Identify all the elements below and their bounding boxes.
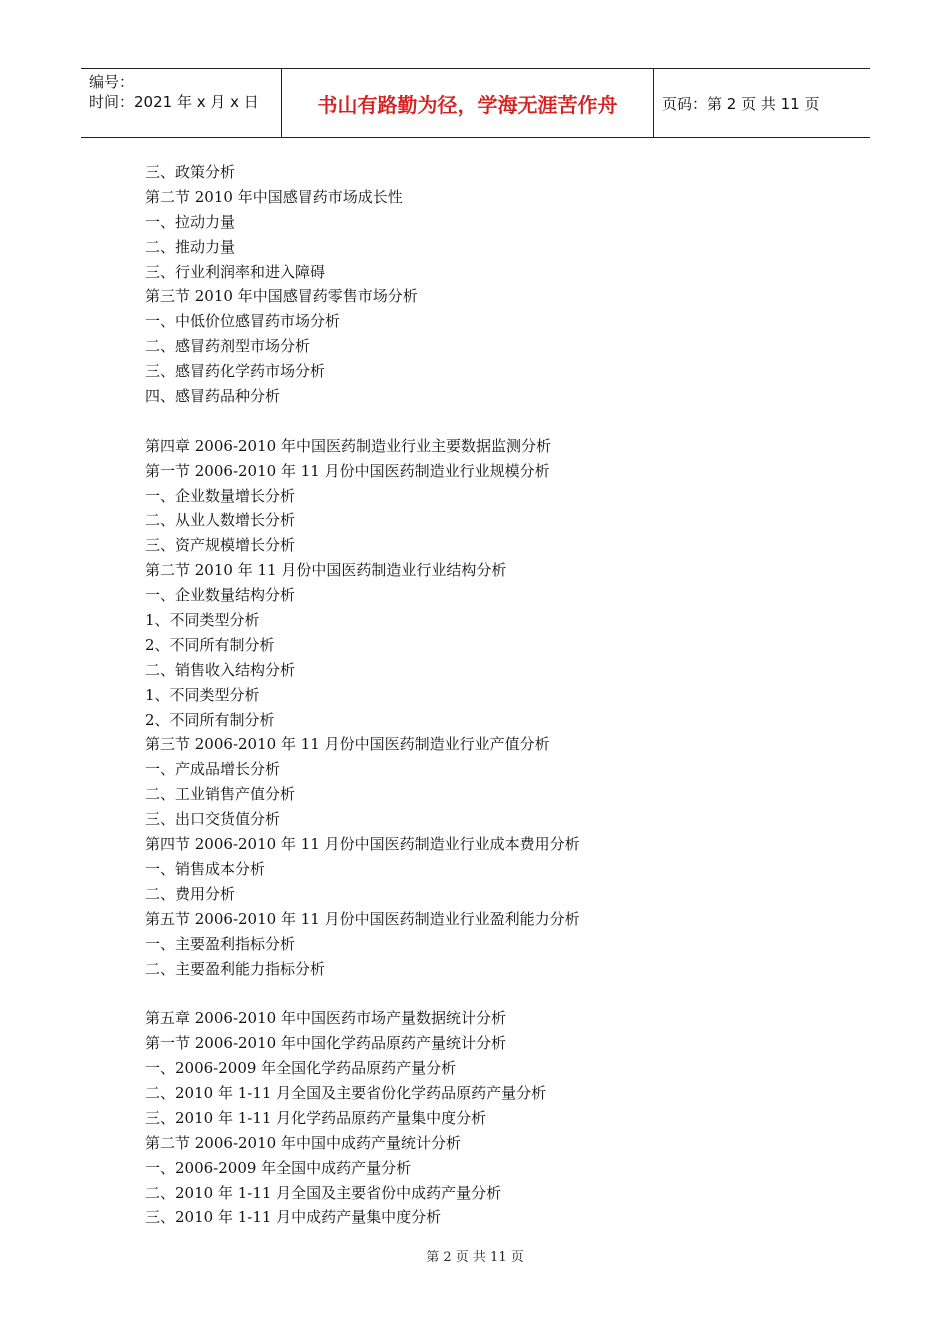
toc-line: 第二节 2010 年 11 月份中国医药制造业行业结构分析 bbox=[145, 561, 507, 580]
table-of-contents bbox=[145, 160, 845, 1230]
toc-line: 四、感冒药品种分析 bbox=[145, 387, 281, 406]
toc-line: 二、从业人数增长分析 bbox=[145, 511, 296, 530]
toc-line: 三、资产规模增长分析 bbox=[145, 536, 296, 555]
doc-time-label: 时间：2021 年 x 月 x 日 bbox=[89, 93, 259, 111]
toc-line: 二、主要盈利能力指标分析 bbox=[145, 959, 326, 978]
toc-line: 一、产成品增长分析 bbox=[145, 760, 281, 779]
toc-line: 三、2010 年 1-11 月化学药品原药产量集中度分析 bbox=[145, 1108, 487, 1127]
doc-number-label: 编号： bbox=[89, 73, 135, 91]
toc-line: 二、感冒药剂型市场分析 bbox=[145, 337, 311, 356]
toc-line: 二、推动力量 bbox=[145, 237, 236, 256]
toc-line: 三、行业利润率和进入障碍 bbox=[145, 262, 326, 281]
toc-line: 第二节 2010 年中国感冒药市场成长性 bbox=[145, 187, 403, 206]
toc-line: 二、2010 年 1-11 月全国及主要省份化学药品原药产量分析 bbox=[145, 1083, 547, 1102]
toc-line: 一、2006-2009 年全国中成药产量分析 bbox=[145, 1158, 412, 1177]
toc-line: 第一节 2006-2010 年中国化学药品原药产量统计分析 bbox=[145, 1034, 506, 1053]
toc-line: 一、2006-2009 年全国化学药品原药产量分析 bbox=[145, 1059, 457, 1078]
toc-line: 1、不同类型分析 bbox=[145, 611, 260, 630]
toc-line: 一、拉动力量 bbox=[145, 212, 236, 231]
toc-line: 2、不同所有制分析 bbox=[145, 710, 275, 729]
toc-line: 第三节 2006-2010 年 11 月份中国医药制造业行业产值分析 bbox=[145, 735, 550, 754]
header-motto: 书山有路勤为径，学海无涯苦作舟 bbox=[282, 69, 654, 137]
toc-line: 第五章 2006-2010 年中国医药市场产量数据统计分析 bbox=[145, 1009, 506, 1028]
toc-line: 一、企业数量结构分析 bbox=[145, 586, 296, 605]
toc-line: 第五节 2006-2010 年 11 月份中国医药制造业行业盈利能力分析 bbox=[145, 909, 580, 928]
toc-line: 一、销售成本分析 bbox=[145, 859, 266, 878]
header-meta bbox=[81, 69, 282, 137]
toc-line: 1、不同类型分析 bbox=[145, 685, 260, 704]
toc-line: 第四章 2006-2010 年中国医药制造业行业主要数据监测分析 bbox=[145, 436, 551, 455]
toc-line: 二、2010 年 1-11 月全国及主要省份中成药产量分析 bbox=[145, 1183, 502, 1202]
section-gap bbox=[145, 409, 845, 434]
toc-line: 第一节 2006-2010 年 11 月份中国医药制造业行业规模分析 bbox=[145, 461, 550, 480]
toc-line: 第四节 2006-2010 年 11 月份中国医药制造业行业成本费用分析 bbox=[145, 835, 580, 854]
toc-line: 第三节 2010 年中国感冒药零售市场分析 bbox=[145, 287, 418, 306]
toc-line: 2、不同所有制分析 bbox=[145, 635, 275, 654]
header-page-info: 页码：第 2 页 共 11 页 bbox=[662, 94, 820, 113]
toc-line: 三、政策分析 bbox=[145, 163, 236, 181]
section-gap bbox=[145, 981, 845, 1006]
toc-line: 第二节 2006-2010 年中国中成药产量统计分析 bbox=[145, 1133, 461, 1152]
toc-line: 二、费用分析 bbox=[145, 884, 236, 903]
toc-line: 一、中低价位感冒药市场分析 bbox=[145, 312, 341, 331]
toc-line: 三、出口交货值分析 bbox=[145, 810, 281, 829]
page-footer: 第 2 页 共 11 页 bbox=[426, 1250, 524, 1265]
page-header bbox=[81, 68, 870, 138]
toc-line: 一、主要盈利指标分析 bbox=[145, 934, 296, 953]
toc-line: 二、销售收入结构分析 bbox=[145, 660, 296, 679]
toc-line: 二、工业销售产值分析 bbox=[145, 785, 296, 804]
toc-line: 三、感冒药化学药市场分析 bbox=[145, 362, 326, 381]
toc-line: 三、2010 年 1-11 月中成药产量集中度分析 bbox=[145, 1208, 442, 1227]
toc-line: 一、企业数量增长分析 bbox=[145, 486, 296, 505]
